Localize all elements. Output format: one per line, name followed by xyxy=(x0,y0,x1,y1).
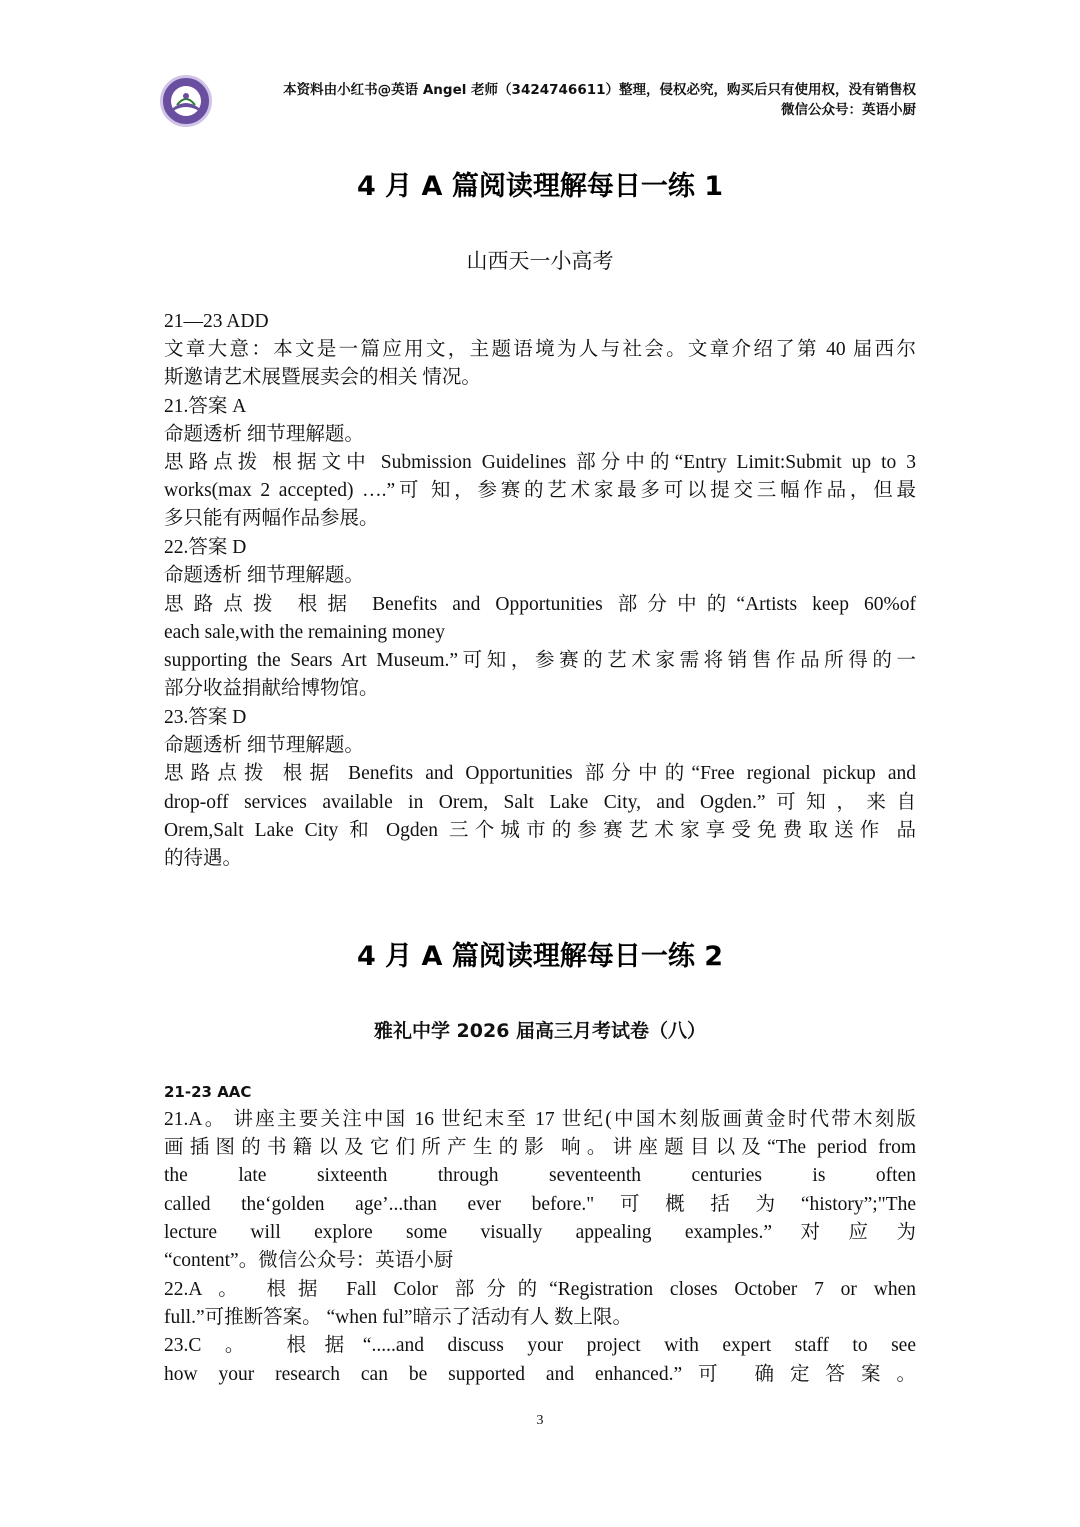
s2-line: how your research can be supported and enhanced.”可 确定答案。 xyxy=(164,1364,916,1385)
page-number: 3 xyxy=(536,1413,544,1428)
s1-line: 思路点拨 根据 Benefits and Opportunities 部分中的“Free regional pickup and xyxy=(164,763,916,784)
s1-line: 命题透析 细节理解题。 xyxy=(164,735,364,756)
s1-line: 21—23 ADD xyxy=(164,311,269,332)
s1-line: 22.答案 D xyxy=(164,537,247,558)
section2-title: 4 月 A 篇阅读理解每日一练 2 xyxy=(356,941,724,972)
s1-line: works(max 2 accepted) ….”可 知，参赛的艺术家最多可以提交三幅作品，但最 xyxy=(164,480,916,501)
s1-line: 思路点拨 根据文中 Submission Guidelines 部分中的“Entry Limit:Submit up to 3 xyxy=(164,452,916,473)
s2-line: 23.C 。 根据“.....and discuss your project with expert staff to see xyxy=(164,1335,916,1356)
section2-subtitle: 雅礼中学 2026 届高三月考试卷（八） xyxy=(373,1020,707,1042)
s2-line: 21.A。 讲座主要关注中国 16 世纪末至 17 世纪(中国木刻版画黄金时代带木刻版 xyxy=(164,1109,916,1130)
s1-line: 斯邀请艺术展暨展卖会的相关 情况。 xyxy=(164,367,481,388)
section1-subtitle: 山西天一小高考 xyxy=(466,249,614,273)
s1-line: drop-off services available in Orem, Salt Lake City, and Ogden.”可知，来自 xyxy=(164,792,916,813)
s2-line: 画插图的书籍以及它们所产生的影 响。讲座题目以及“The period from xyxy=(164,1137,916,1158)
s1-line: Orem,Salt Lake City 和 Ogden 三个城市的参赛艺术家享受免费取送作 品 xyxy=(164,820,916,841)
s1-line: 的待遇。 xyxy=(164,848,243,869)
section1-title: 4 月 A 篇阅读理解每日一练 1 xyxy=(356,171,724,202)
angel-logo xyxy=(160,75,212,127)
s1-line: 多只能有两幅作品参展。 xyxy=(164,508,379,529)
header-notice xyxy=(283,80,916,120)
s2-line: called the‘golden age’...than ever before."可概括为“history”;"The xyxy=(164,1194,916,1215)
s1-line: 21.答案 A xyxy=(164,396,247,417)
s2-answer-key: 21-23 AAC xyxy=(164,1083,252,1101)
s1-line: 命题透析 细节理解题。 xyxy=(164,565,364,586)
header-wechat-line: 微信公众号：英语小厨 xyxy=(781,102,916,118)
s2-line: full.”可推断答案。 “when ful”暗示了活动有人 数上限。 xyxy=(164,1307,632,1328)
header-copyright-line: 本资料由小红书@英语 Angel 老师（3424746611）整理，侵权必究，购买后只有使用权，没有销售权 xyxy=(283,82,916,98)
s2-line: lecture will explore some visually appealing examples.”对应为 xyxy=(164,1222,916,1243)
s1-line: 部分收益捐献给博物馆。 xyxy=(164,678,379,699)
s2-line: the late sixteenth through seventeenth centuries is often xyxy=(164,1165,916,1186)
s2-line: “content”。微信公众号：英语小厨 xyxy=(164,1250,454,1271)
s2-line: 22.A 。 根据 Fall Color 部分的“Registration closes October 7 or when xyxy=(164,1279,916,1300)
s1-line: supporting the Sears Art Museum.”可知，参赛的艺术家需将销售作品所得的一 xyxy=(164,650,916,671)
s1-line: 思路点拨 根据 Benefits and Opportunities 部分中的“Artists keep 60%of xyxy=(164,594,916,615)
s1-line: 命题透析 细节理解题。 xyxy=(164,424,364,445)
s1-line: 文章大意：本文是一篇应用文，主题语境为人与社会。文章介绍了第 40 届西尔 xyxy=(164,339,916,360)
s1-line: 23.答案 D xyxy=(164,707,247,728)
s1-line: each sale,with the remaining money xyxy=(164,622,446,643)
logo-emblem-icon xyxy=(163,78,209,124)
